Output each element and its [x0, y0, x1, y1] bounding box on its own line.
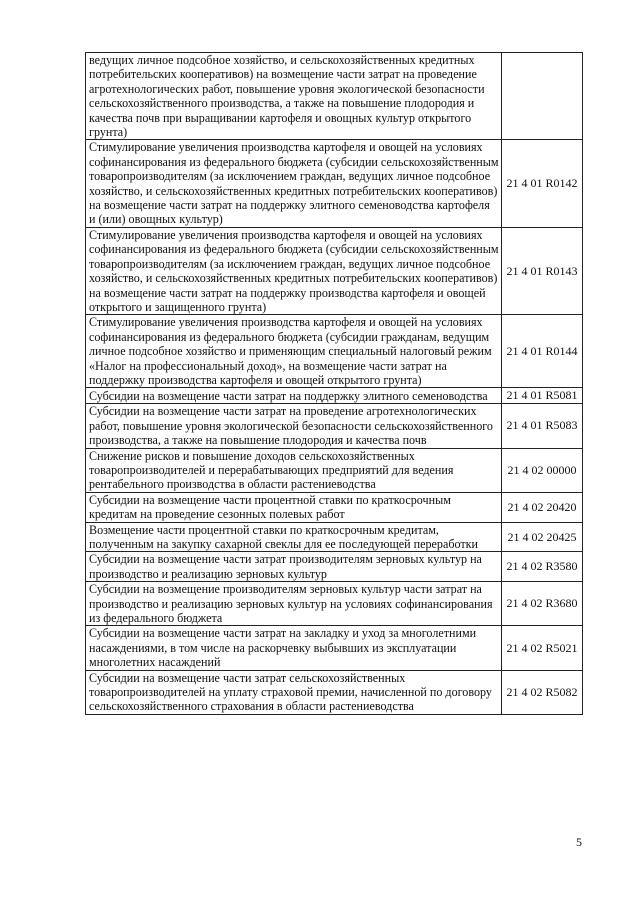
- table-row: [86, 227, 583, 314]
- table-row: [86, 404, 583, 448]
- row-description: Субсидии на возмещение части процентной ставки по краткосрочным кредитам на проведение сезонных полевых работ: [86, 492, 502, 522]
- table-row: [86, 140, 583, 227]
- row-description: Субсидии на возмещение части затрат на проведение агротехнологических работ, повышение уровня экологической безопасности сельскохозяйственного производства, а также на повышение плодородия и качества почв: [86, 404, 502, 448]
- row-code: 21 4 02 20425: [502, 522, 583, 552]
- row-description: Субсидии на возмещение части затрат производителям зерновых культур на производство и реализацию зерновых культур: [86, 552, 502, 582]
- row-description: Субсидии на возмещение части затрат сельскохозяйственных товаропроизводителей на уплату страховой премии, начисленной по договору сельскохозяйственного страхования в области растениеводства: [86, 670, 502, 714]
- row-code: 21 4 01 R0142: [502, 140, 583, 227]
- table-row: [86, 626, 583, 670]
- row-description: Стимулирование увеличения производства картофеля и овощей на условиях софинансирования из федерального бюджета (субсидии сельскохозяйственным товаропроизводителям (за исключением граждан, ведущих личное подсобное хозяйство, и сельскохозяйственных кредитных потребительских кооперативов) на возмещение части затрат на поддержку производства картофеля и овощей открытого и защищенного грунта): [86, 227, 502, 314]
- row-description: Субсидии на возмещение части затрат на закладку и уход за многолетними насаждениями, в том числе на раскорчевку выбывших из эксплуатации многолетних насаждений: [86, 626, 502, 670]
- row-description: Стимулирование увеличения производства картофеля и овощей на условиях софинансирования из федерального бюджета (субсидии сельскохозяйственным товаропроизводителям (за исключением граждан, ведущих личное подсобное хозяйство, и сельскохозяйственных кредитных потребительских кооперативов) на возмещение части затрат на поддержку элитного семеноводства картофеля и (или) овощных культур): [86, 140, 502, 227]
- row-description: Стимулирование увеличения производства картофеля и овощей на условиях софинансирования из федерального бюджета (субсидии гражданам, ведущим личное подсобное хозяйство и применяющим специальный налоговый режим «Налог на профессиональный доход», на возмещение части затрат на поддержку производства картофеля и овощей открытого грунта): [86, 315, 502, 388]
- table-row: [86, 670, 583, 714]
- table-row: [86, 53, 583, 140]
- table-row: [86, 315, 583, 388]
- row-code: 21 4 01 R5081: [502, 388, 583, 404]
- row-code: 21 4 01 R0144: [502, 315, 583, 388]
- row-code: 21 4 02 00000: [502, 448, 583, 492]
- table-row: [86, 492, 583, 522]
- row-description: Субсидии на возмещение части затрат на поддержку элитного семеноводства: [86, 388, 502, 404]
- table-row: [86, 522, 583, 552]
- row-description: Субсидии на возмещение производителям зерновых культур части затрат на производство и реализацию зерновых культур на условиях софинансирования из федерального бюджета: [86, 582, 502, 626]
- row-code: 21 4 02 20420: [502, 492, 583, 522]
- row-code: 21 4 02 R3680: [502, 582, 583, 626]
- table-row: [86, 582, 583, 626]
- row-code: [502, 53, 583, 140]
- row-code: 21 4 02 R5021: [502, 626, 583, 670]
- row-description: ведущих личное подсобное хозяйство, и сельскохозяйственных кредитных потребительских кооперативов) на возмещение части затрат на проведение агротехнологических работ, повышение уровня экологической безопасности сельскохозяйственного производства, а также на повышение плодородия и качества почв при выращивании картофеля и овощных культур открытого грунта): [86, 53, 502, 140]
- table-row: [86, 448, 583, 492]
- table-row: [86, 552, 583, 582]
- row-code: 21 4 01 R5083: [502, 404, 583, 448]
- table-row: [86, 388, 583, 404]
- page-number: 5: [576, 835, 582, 849]
- row-description: Снижение рисков и повышение доходов сельскохозяйственных товаропроизводителей и перерабатывающих предприятий для ведения рентабельного производства в области растениеводства: [86, 448, 502, 492]
- row-code: 21 4 02 R5082: [502, 670, 583, 714]
- budget-classification-table: [85, 52, 583, 715]
- row-description: Возмещение части процентной ставки по краткосрочным кредитам, полученным на закупку сахарной свеклы для ее последующей переработки: [86, 522, 502, 552]
- row-code: 21 4 02 R3580: [502, 552, 583, 582]
- row-code: 21 4 01 R0143: [502, 227, 583, 314]
